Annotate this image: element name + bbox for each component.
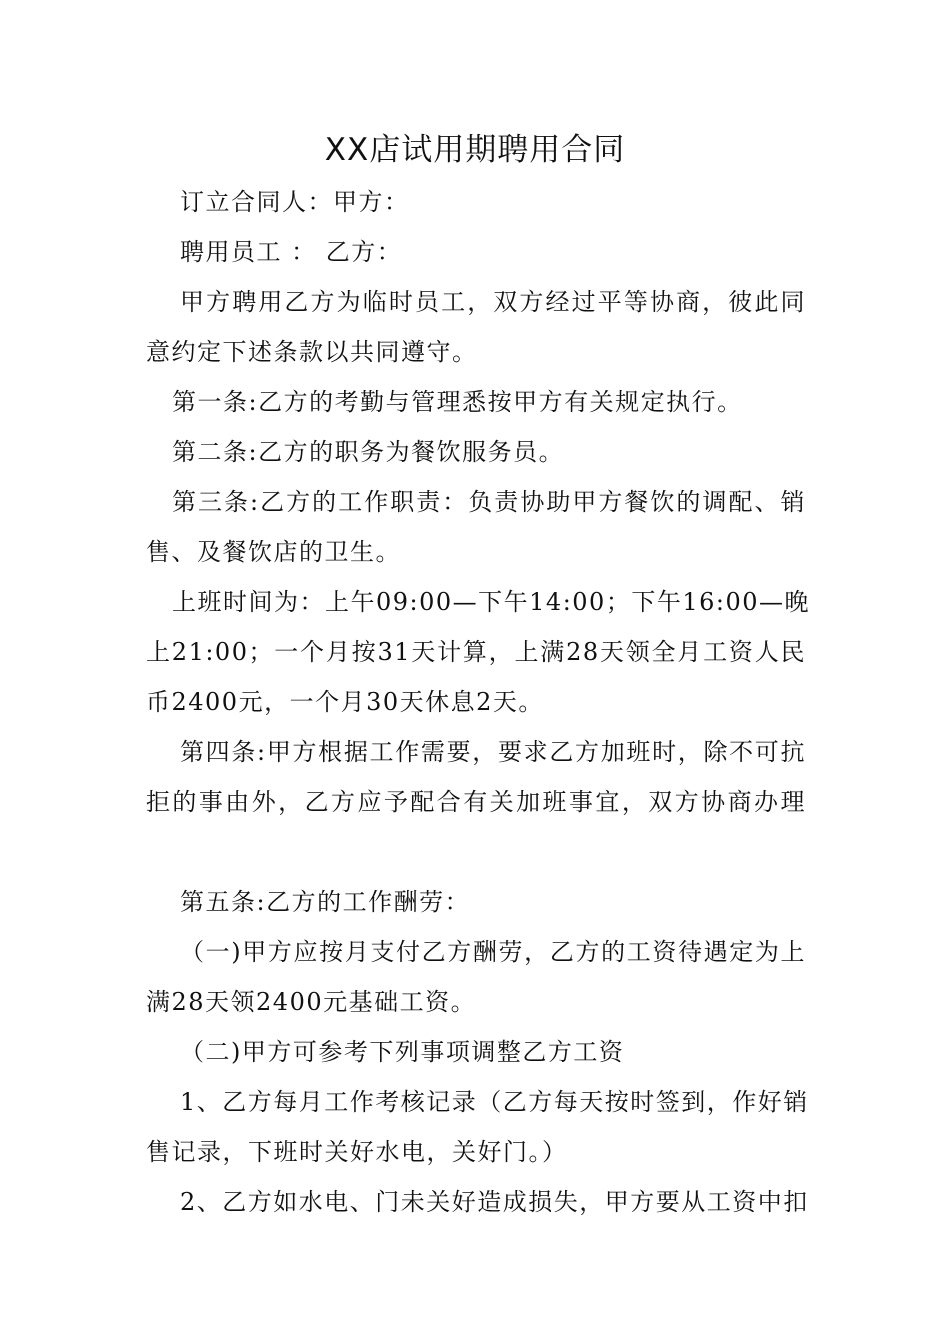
article-3-line-1: 第三条:乙方的工作职责：负责协助甲方餐饮的调配、销 <box>172 488 806 516</box>
article-5-item-1-line-2: 满28天领2400元基础工资。 <box>146 988 477 1016</box>
contract-party-a-line: 订立合同人：甲方： <box>180 188 410 216</box>
document-title: XX店试用期聘用合同 <box>324 132 626 168</box>
article-2: 第二条:乙方的职务为餐饮服务员。 <box>172 438 565 466</box>
work-hours-line-1: 上班时间为：上午09:00—下午14:00；下午16:00—晚 <box>172 588 810 616</box>
article-4-line-1: 第四条:甲方根据工作需要，要求乙方加班时，除不可抗 <box>180 738 806 766</box>
article-3-line-2: 售、及餐饮店的卫生。 <box>146 538 401 566</box>
adjustment-item-1-line-1: 1、乙方每月工作考核记录（乙方每天按时签到，作好销 <box>180 1088 809 1116</box>
article-5-heading: 第五条:乙方的工作酬劳： <box>180 888 471 916</box>
adjustment-item-2-line-1: 2、乙方如水电、门未关好造成损失，甲方要从工资中扣 <box>180 1188 809 1216</box>
adjustment-item-1-line-2: 售记录，下班时关好水电，关好门。） <box>146 1138 568 1166</box>
article-5-item-1-line-1: （一)甲方应按月支付乙方酬劳，乙方的工资待遇定为上 <box>180 938 806 966</box>
intro-paragraph-line-1: 甲方聘用乙方为临时员工，双方经过平等协商，彼此同 <box>180 288 806 316</box>
article-5-item-2: （二)甲方可参考下列事项调整乙方工资 <box>180 1038 625 1066</box>
intro-paragraph-line-2: 意约定下述条款以共同遵守。 <box>146 338 478 366</box>
employee-party-b-line: 聘用员工 ： 乙方： <box>180 238 403 266</box>
work-hours-line-3: 币2400元，一个月30天休息2天。 <box>146 688 544 716</box>
article-1: 第一条:乙方的考勤与管理悉按甲方有关规定执行。 <box>172 388 743 416</box>
article-4-line-2: 拒的事由外，乙方应予配合有关加班事宜，双方协商办理 <box>146 788 806 816</box>
work-hours-line-2: 上21:00；一个月按31天计算，上满28天领全月工资人民 <box>146 638 806 666</box>
